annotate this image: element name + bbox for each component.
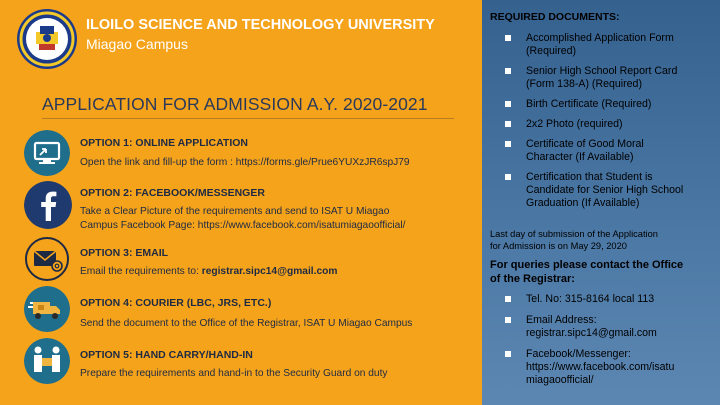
option-1-title: OPTION 1: ONLINE APPLICATION (80, 137, 249, 149)
option-2-line-1: Take a Clear Picture of the requirements and send to ISAT U Miagao (80, 206, 390, 217)
option-5-text (80, 367, 388, 381)
required-documents-heading: REQUIRED DOCUMENTS: (490, 11, 620, 23)
contact-facebook: Facebook/Messenger: https://www.facebook.com/isatu miagaoofficial/ (500, 348, 715, 387)
list-item: Certificate of Good Moral Character (If Available) (500, 138, 715, 164)
option-4-text (80, 317, 412, 331)
option-5-line: Prepare the requirements and hand-in to the Security Guard on duty (80, 368, 388, 379)
list-item: Senior High School Report Card (Form 138-A) (Required) (500, 65, 715, 91)
contact-heading: For queries please contact the Office of the Registrar: (490, 259, 684, 285)
option-2-text (80, 205, 405, 232)
contact-phone: Tel. No: 315-8164 local 113 (500, 293, 715, 306)
option-1-line: Open the link and fill-up the form : https://forms.gle/Prue6YUXzJR6spJ79 (80, 157, 410, 168)
option-4-title: OPTION 4: COURIER (LBC, JRS, ETC.) (80, 297, 272, 309)
option-3-prefix: Email the requirements to: (80, 266, 202, 277)
option-2-title: OPTION 2: FACEBOOK/MESSENGER (80, 187, 265, 199)
option-3-text (80, 265, 337, 279)
list-item: 2x2 Photo (required) (500, 118, 715, 131)
option-2-line-2: Campus Facebook Page: https://www.facebook.com/isatumiagaoofficial/ (80, 219, 406, 231)
required-documents-list (500, 32, 715, 217)
campus-name: Miagao Campus (86, 36, 188, 52)
university-name: ILOILO SCIENCE AND TECHNOLOGY UNIVERSITY (86, 17, 435, 33)
list-item: Certification that Student is Candidate for Senior High School Graduation (If Available) (500, 171, 715, 210)
hand-delivery-icon (24, 338, 70, 384)
email-icon (24, 236, 70, 282)
option-3-title: OPTION 3: EMAIL (80, 247, 169, 259)
delivery-truck-icon (24, 286, 70, 332)
title-underline (42, 118, 454, 119)
page-title: APPLICATION FOR ADMISSION A.Y. 2020-2021 (42, 94, 428, 114)
option-4-line: Send the document to the Office of the Registrar, ISAT U Miagao Campus (80, 318, 413, 329)
option-1-text (80, 156, 410, 170)
submission-deadline: Last day of submission of the Application for Admission is on May 29, 2020 (490, 229, 658, 251)
facebook-icon (24, 181, 72, 229)
option-5-title: OPTION 5: HAND CARRY/HAND-IN (80, 349, 253, 361)
registrar-email: registrar.sipc14@gmail.com (201, 266, 338, 277)
contact-email: Email Address: registrar.sipc14@gmail.com (500, 314, 715, 340)
contact-list (500, 293, 715, 395)
list-item: Accomplished Application Form (Required) (500, 32, 715, 58)
computer-monitor-icon (24, 130, 70, 176)
list-item: Birth Certificate (Required) (500, 98, 715, 111)
university-seal-icon (16, 8, 78, 70)
